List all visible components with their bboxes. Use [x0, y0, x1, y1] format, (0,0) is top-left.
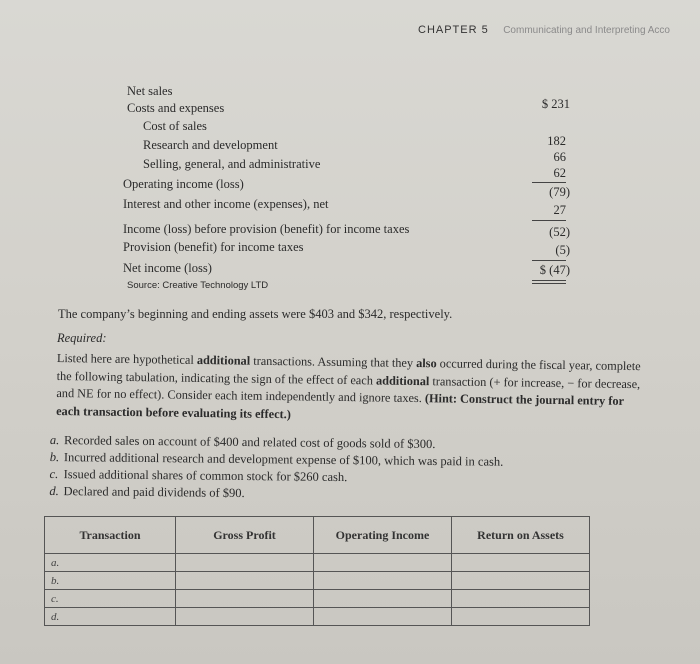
source-note: Source: Creative Technology LTD — [127, 280, 269, 291]
answer-cell[interactable] — [314, 554, 452, 572]
chapter-subtitle: Communicating and Interpreting Acco — [503, 25, 670, 36]
statement-value: 182 — [547, 134, 566, 148]
list-item: c. Issued additional shares of common stock for $260 cash. — [49, 466, 348, 485]
assets-statement: The company’s beginning and ending assets were $403 and $342, respectively. — [58, 307, 453, 321]
statement-label: Income (loss) before provision (benefit) for income taxes — [123, 222, 410, 236]
transaction-header: Transaction — [45, 517, 176, 554]
statement-value: 27 — [553, 203, 566, 217]
answer-cell[interactable] — [452, 608, 590, 626]
table-header-row — [45, 517, 590, 554]
statement-label: Research and development — [143, 138, 278, 152]
return-on-assets-header: Return on Assets — [452, 517, 590, 554]
required-heading: Required: — [57, 331, 107, 345]
statement-value: (79) — [549, 185, 570, 199]
answer-cell[interactable] — [452, 572, 590, 590]
answer-cell[interactable] — [176, 572, 314, 590]
statement-label: Provision (benefit) for income taxes — [123, 240, 304, 254]
statement-value: 62 — [553, 166, 566, 180]
statement-value: 66 — [553, 150, 566, 164]
subtotal-rule — [532, 220, 566, 221]
statement-label: Interest and other income (expenses), net — [123, 197, 329, 211]
row-label: c. — [45, 590, 176, 608]
row-label: b. — [45, 572, 176, 590]
statement-value: (5) — [555, 243, 570, 257]
answer-cell[interactable] — [452, 554, 590, 572]
operating-income-header: Operating Income — [314, 517, 452, 554]
answer-cell[interactable] — [314, 590, 452, 608]
subtotal-rule — [532, 182, 566, 183]
statement-value: (52) — [549, 225, 570, 239]
table-row — [45, 554, 590, 572]
statement-label: Costs and expenses — [127, 101, 225, 115]
total-double-rule-bottom — [532, 283, 566, 284]
required-instructions: Listed here are hypothetical additional transactions. Assuming that they also occurred during the fiscal year, complete the following tabulation, indicating the sign of the effect of each additional transaction (+ for increase, − for decrease, and NE for no effect). Consider each item independently and ignore taxes. (Hint: Construct the journal entry for each transaction before evaluating its effect.) — [56, 350, 641, 421]
answer-cell[interactable] — [314, 572, 452, 590]
table-row — [45, 572, 590, 590]
list-item: b. Incurred additional research and development expense of $100, which was paid in cash. — [49, 449, 504, 469]
transaction-list — [49, 432, 503, 505]
effects-table — [44, 516, 590, 626]
list-item: d. Declared and paid dividends of $90. — [49, 483, 245, 501]
answer-cell[interactable] — [176, 608, 314, 626]
statement-label: Net sales — [127, 84, 173, 98]
chapter-header — [418, 20, 670, 38]
list-item: a. Recorded sales on account of $400 and related cost of goods sold of $300. — [49, 432, 436, 452]
statement-label: Net income (loss) — [123, 261, 212, 275]
row-label: a. — [45, 554, 176, 572]
answer-cell[interactable] — [452, 590, 590, 608]
row-label: d. — [45, 608, 176, 626]
statement-value: $ (47) — [539, 263, 570, 277]
gross-profit-header: Gross Profit — [176, 517, 314, 554]
statement-label: Selling, general, and administrative — [143, 157, 321, 171]
statement-label: Operating income (loss) — [123, 177, 244, 191]
table-row — [45, 590, 590, 608]
chapter-label: CHAPTER 5 — [418, 24, 489, 36]
statement-label: Cost of sales — [143, 119, 207, 133]
statement-value: $ 231 — [541, 97, 570, 111]
answer-cell[interactable] — [176, 554, 314, 572]
total-double-rule-top — [532, 280, 566, 281]
table-row — [45, 608, 590, 626]
answer-cell[interactable] — [314, 608, 452, 626]
answer-cell[interactable] — [176, 590, 314, 608]
subtotal-rule — [532, 260, 566, 261]
